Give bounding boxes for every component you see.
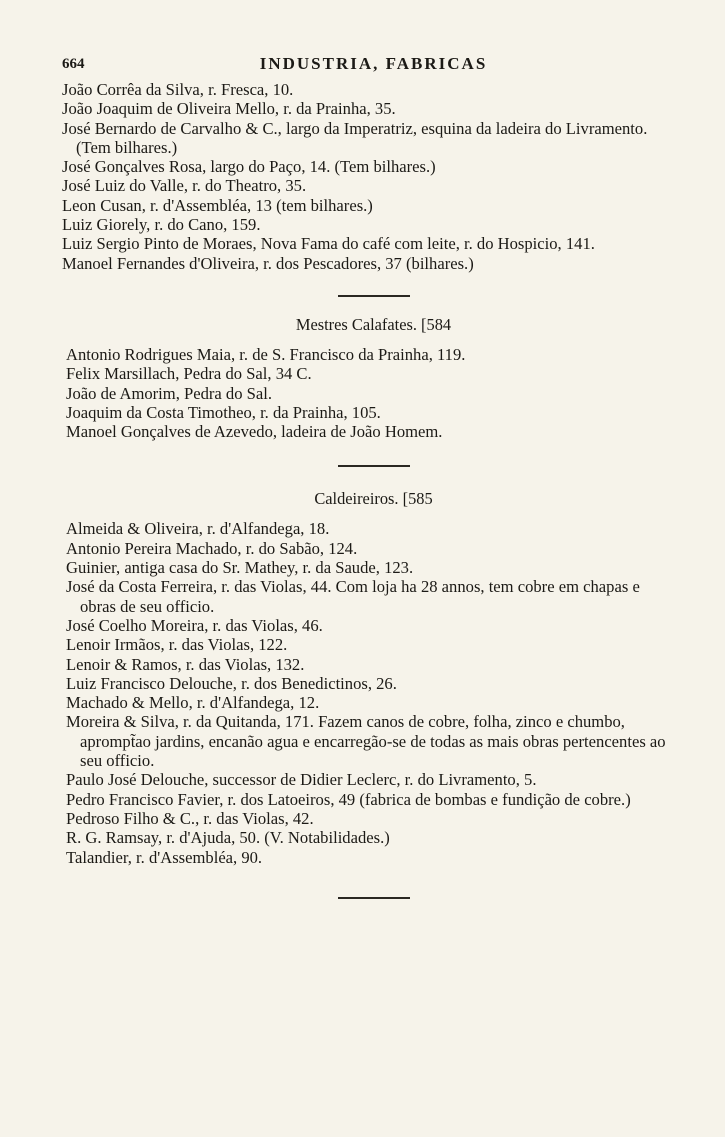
entry-list-mestres-calafates bbox=[62, 345, 685, 441]
list-item: José da Costa Ferreira, r. das Violas, 44. Com loja ha 28 annos, tem cobre em chapas e obras de seu officio. bbox=[66, 577, 640, 616]
list-item: R. G. Ramsay, r. d'Ajuda, 50. (V. Notabilidades.) bbox=[66, 828, 390, 848]
list-item: José Luiz do Valle, r. do Theatro, 35. bbox=[62, 176, 307, 196]
list-item: Almeida & Oliveira, r. d'Alfandega, 18. bbox=[66, 519, 330, 539]
list-item: Luiz Francisco Delouche, r. dos Benedictinos, 26. bbox=[66, 673, 397, 693]
list-item: José Coelho Moreira, r. das Violas, 46. bbox=[66, 615, 323, 635]
list-item: Lenoir Irmãos, r. das Violas, 122. bbox=[66, 635, 288, 655]
list-item: Manoel Gonçalves de Azevedo, ladeira de João Homem. bbox=[66, 422, 443, 442]
list-item: Lenoir & Ramos, r. das Violas, 132. bbox=[66, 654, 305, 674]
list-item: Pedroso Filho & C., r. das Violas, 42. bbox=[66, 808, 314, 828]
list-item: Manoel Fernandes d'Oliveira, r. dos Pescadores, 37 (bilhares.) bbox=[62, 253, 474, 273]
section-divider bbox=[338, 295, 410, 297]
list-item: Talandier, r. d'Assembléa, 90. bbox=[66, 847, 263, 867]
list-item: Pedro Francisco Favier, r. dos Latoeiros, 49 (fabrica de bombas e fundição de cobre.) bbox=[66, 789, 631, 809]
section-divider bbox=[338, 465, 410, 467]
running-title: INDUSTRIA, FABRICAS bbox=[259, 54, 488, 73]
list-item: João Joaquim de Oliveira Mello, r. da Prainha, 35. bbox=[62, 99, 396, 119]
list-item: Luiz Giorely, r. do Cano, 159. bbox=[62, 215, 261, 235]
section-divider bbox=[338, 897, 410, 899]
list-item: João de Amorim, Pedra do Sal. bbox=[66, 383, 273, 403]
list-item: Moreira & Silva, r. da Quitanda, 171. Fazem canos de cobre, folha, zinco e chumbo, aprompt̃ao jardins, encanão agua e encarregão-se de todas as mais obras pertencentes ao seu officio. bbox=[66, 712, 666, 771]
list-item: Machado & Mello, r. d'Alfandega, 12. bbox=[66, 693, 320, 713]
list-item: João Corrêa da Silva, r. Fresca, 10. bbox=[62, 80, 294, 99]
list-item: José Gonçalves Rosa, largo do Paço, 14. (Tem bilhares.) bbox=[62, 157, 436, 177]
section-heading-caldeireiros: Caldeireiros. [585 bbox=[314, 489, 433, 509]
list-item: Antonio Pereira Machado, r. do Sabão, 124. bbox=[66, 538, 358, 558]
page-number: 664 bbox=[62, 56, 85, 72]
section-heading-mestres-calafates: Mestres Calafates. [584 bbox=[295, 314, 452, 334]
entry-list-top bbox=[62, 80, 685, 273]
list-item: Leon Cusan, r. d'Assembléa, 13 (tem bilhares.) bbox=[62, 195, 373, 215]
list-item: Guinier, antiga casa do Sr. Mathey, r. da Saude, 123. bbox=[66, 558, 414, 578]
list-item: Paulo José Delouche, successor de Didier Leclerc, r. do Livramento, 5. bbox=[66, 770, 537, 790]
list-item: Luiz Sergio Pinto de Moraes, Nova Fama do café com leite, r. do Hospicio, 141. bbox=[62, 234, 595, 254]
list-item: Antonio Rodrigues Maia, r. de S. Francisco da Prainha, 119. bbox=[66, 344, 466, 364]
list-item: Felix Marsillach, Pedra do Sal, 34 C. bbox=[66, 364, 312, 384]
page-header bbox=[62, 52, 685, 82]
list-item: Joaquim da Costa Timotheo, r. da Prainha, 105. bbox=[66, 402, 381, 422]
entry-list-caldeireiros bbox=[62, 519, 685, 866]
list-item: José Bernardo de Carvalho & C., largo da Imperatriz, esquina da ladeira do Livramento. (Tem bilhares.) bbox=[62, 118, 648, 157]
